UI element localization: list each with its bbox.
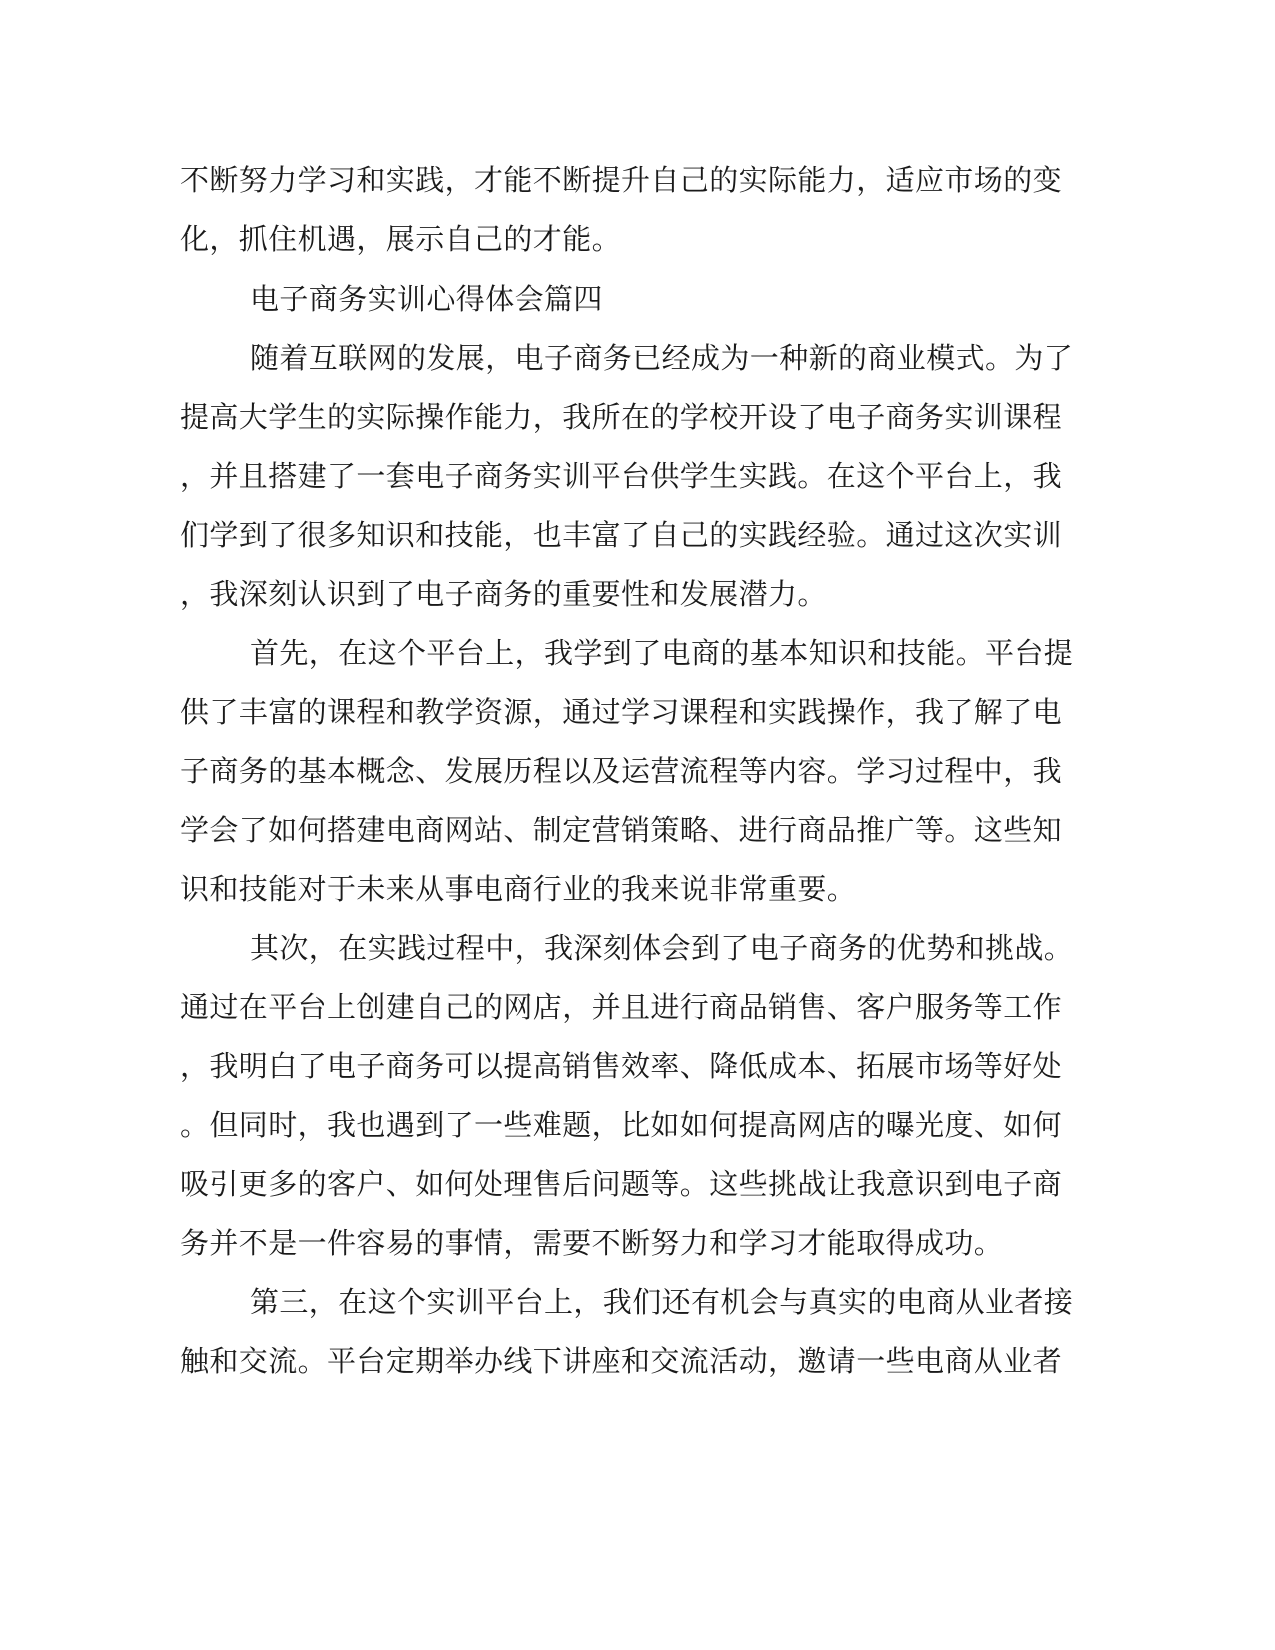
text-line: 不断努力学习和实践，才能不断提升自己的实际能力，适应市场的变: [180, 163, 1063, 197]
text-line: 提高大学生的实际操作能力，我所在的学校开设了电子商务实训课程: [180, 400, 1063, 434]
text-line: 第三，在这个实训平台上，我们还有机会与真实的电商从业者接: [250, 1285, 1074, 1319]
text-line: 通过在平台上创建自己的网店，并且进行商品销售、客户服务等工作: [180, 990, 1063, 1024]
text-line: ，并且搭建了一套电子商务实训平台供学生实践。在这个平台上，我: [180, 459, 1063, 493]
text-line: 吸引更多的客户、如何处理售后问题等。这些挑战让我意识到电子商: [180, 1167, 1063, 1201]
text-line: 化，抓住机遇，展示自己的才能。: [180, 222, 622, 256]
text-line: 学会了如何搭建电商网站、制定营销策略、进行商品推广等。这些知: [180, 813, 1063, 847]
text-line: 触和交流。平台定期举办线下讲座和交流活动，邀请一些电商从业者: [180, 1344, 1063, 1378]
text-line: 其次，在实践过程中，我深刻体会到了电子商务的优势和挑战。: [250, 931, 1074, 965]
text-line: ，我深刻认识到了电子商务的重要性和发展潜力。: [180, 577, 827, 611]
text-line: 。但同时，我也遇到了一些难题，比如如何提高网店的曝光度、如何: [180, 1108, 1063, 1142]
text-line: 首先，在这个平台上，我学到了电商的基本知识和技能。平台提: [250, 636, 1074, 670]
text-line: 识和技能对于未来从事电商行业的我来说非常重要。: [180, 872, 857, 906]
text-line: 们学到了很多知识和技能，也丰富了自己的实践经验。通过这次实训: [180, 518, 1063, 552]
text-line: 务并不是一件容易的事情，需要不断努力和学习才能取得成功。: [180, 1226, 1004, 1260]
section-heading: 电子商务实训心得体会篇四: [250, 282, 603, 316]
text-line: 随着互联网的发展，电子商务已经成为一种新的商业模式。为了: [250, 341, 1074, 375]
text-line: 供了丰富的课程和教学资源，通过学习课程和实践操作，我了解了电: [180, 695, 1063, 729]
text-line: ，我明白了电子商务可以提高销售效率、降低成本、拓展市场等好处: [180, 1049, 1063, 1083]
text-line: 子商务的基本概念、发展历程以及运营流程等内容。学习过程中，我: [180, 754, 1063, 788]
